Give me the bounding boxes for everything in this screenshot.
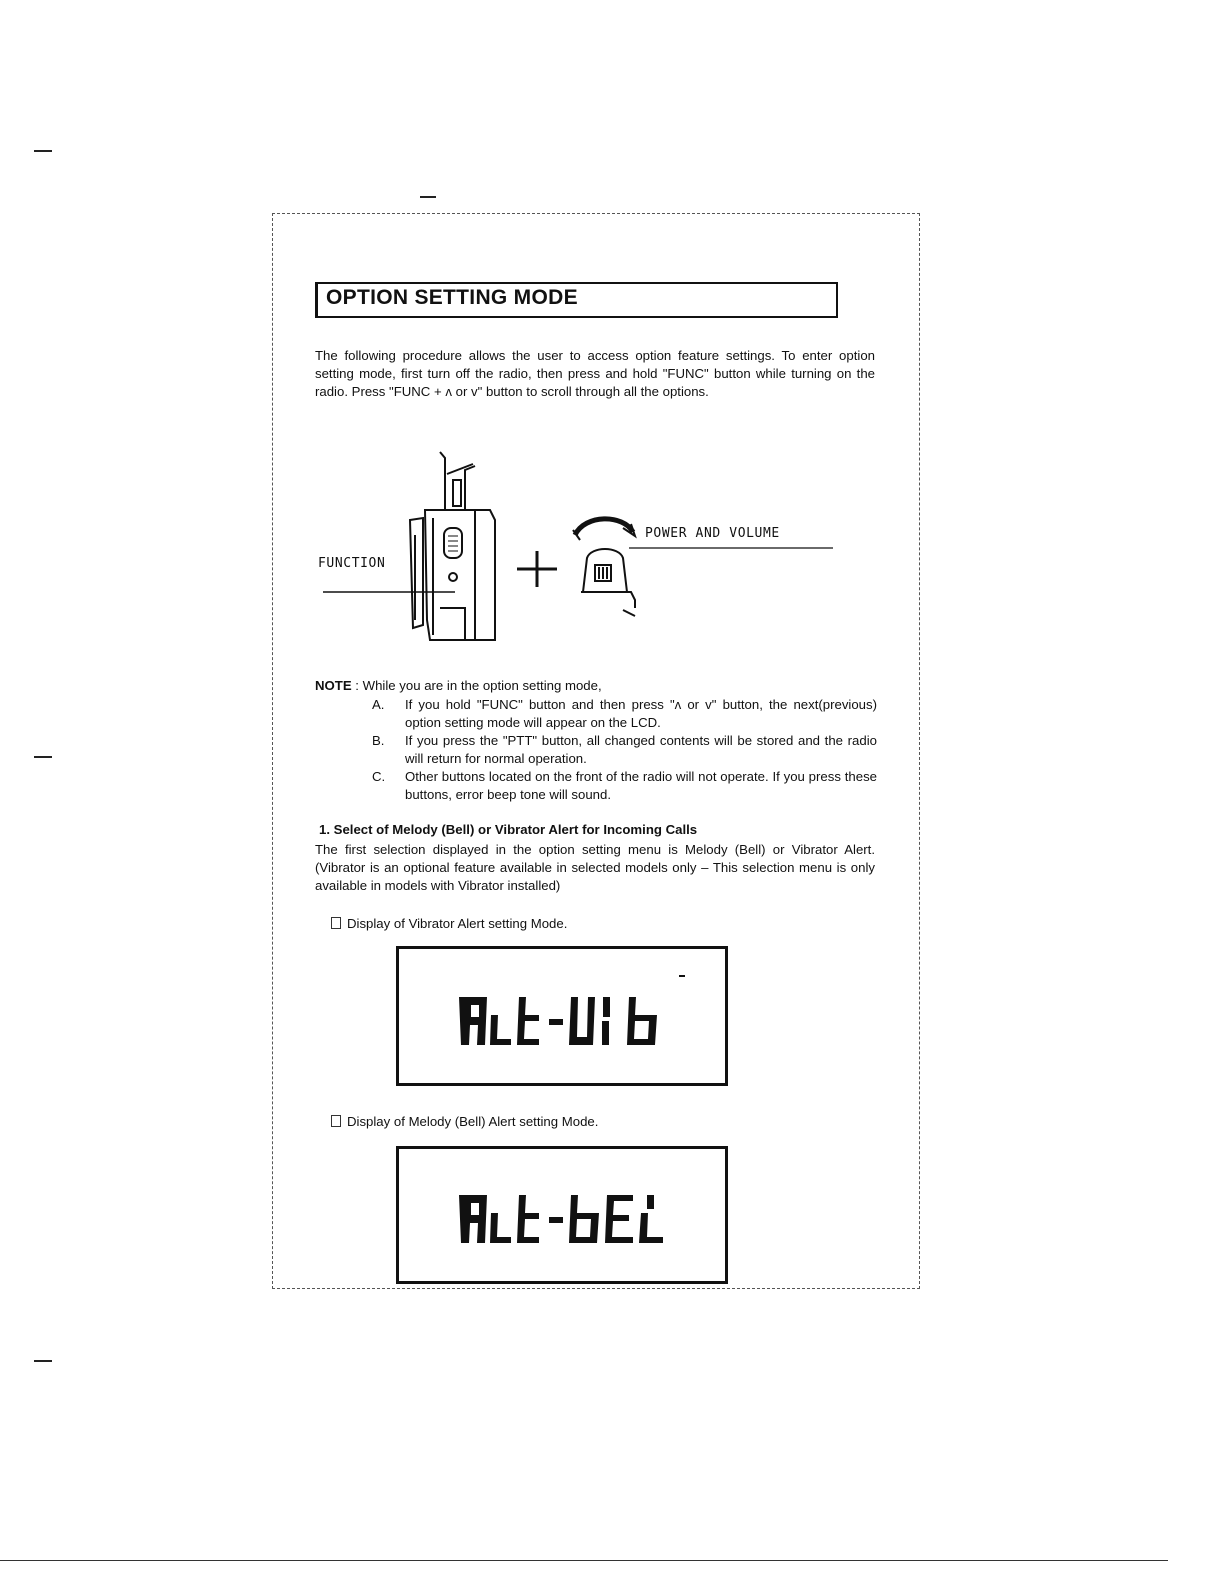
page-title: OPTION SETTING MODE <box>326 286 578 309</box>
checkbox-icon <box>331 1115 341 1127</box>
radio-figure <box>305 440 845 655</box>
note-item-text: If you hold "FUNC" button and then press "ʌ or v" button, the next(previous) option setting mode will appear on the LCD. <box>405 697 877 730</box>
note-item-letter: A. <box>372 697 385 712</box>
note-item-letter: C. <box>372 769 386 784</box>
lcd-bell-digits <box>399 1149 725 1281</box>
bottom-rule <box>0 1560 1168 1561</box>
section-1-title: 1. Select of Melody (Bell) or Vibrator Alert for Incoming Calls <box>319 822 698 837</box>
function-label: FUNCTION <box>318 556 386 571</box>
vibrator-caption <box>331 916 567 931</box>
margin-mark-top <box>34 150 52 152</box>
note-heading <box>315 678 602 693</box>
section-1-body: The first selection displayed in the option setting menu is Melody (Bell) or Vibrator Alert. (Vibrator is an optional feature available in selected models only – This selection menu is only available in models with Vibrator installed) <box>315 842 875 893</box>
lcd-vibrator-display <box>396 946 728 1086</box>
note-item-text: If you press the "PTT" button, all changed contents will be stored and the radio will return for normal operation. <box>405 733 877 766</box>
note-lead: : While you are in the option setting mode, <box>351 678 602 693</box>
note-item-b <box>372 732 877 768</box>
intro-paragraph: The following procedure allows the user to access option feature settings. To enter option setting mode, first turn off the radio, then press and hold "FUNC" button while turning on the radio. Press "FUNC + ʌ or v" button to scroll through all the options. <box>315 348 875 399</box>
lcd-bell-display <box>396 1146 728 1284</box>
bell-caption-text: Display of Melody (Bell) Alert setting Mode. <box>347 1114 599 1129</box>
note-item-letter: B. <box>372 733 385 748</box>
power-volume-label: POWER AND VOLUME <box>645 526 780 541</box>
radio-illustration <box>305 440 845 655</box>
note-label: NOTE <box>315 678 352 693</box>
margin-mark-middle <box>34 756 52 758</box>
note-item-c <box>372 768 877 804</box>
note-item-text: Other buttons located on the front of the radio will not operate. If you press these buttons, error beep tone will sound. <box>405 769 877 802</box>
lcd-vibrator-digits <box>399 949 725 1083</box>
checkbox-icon <box>331 917 341 929</box>
note-item-a <box>372 696 877 732</box>
margin-mark-bottom <box>34 1360 52 1362</box>
vibrator-caption-text: Display of Vibrator Alert setting Mode. <box>347 916 568 931</box>
title-box <box>315 282 838 318</box>
bell-caption <box>331 1114 598 1129</box>
speck-mark <box>420 196 436 198</box>
